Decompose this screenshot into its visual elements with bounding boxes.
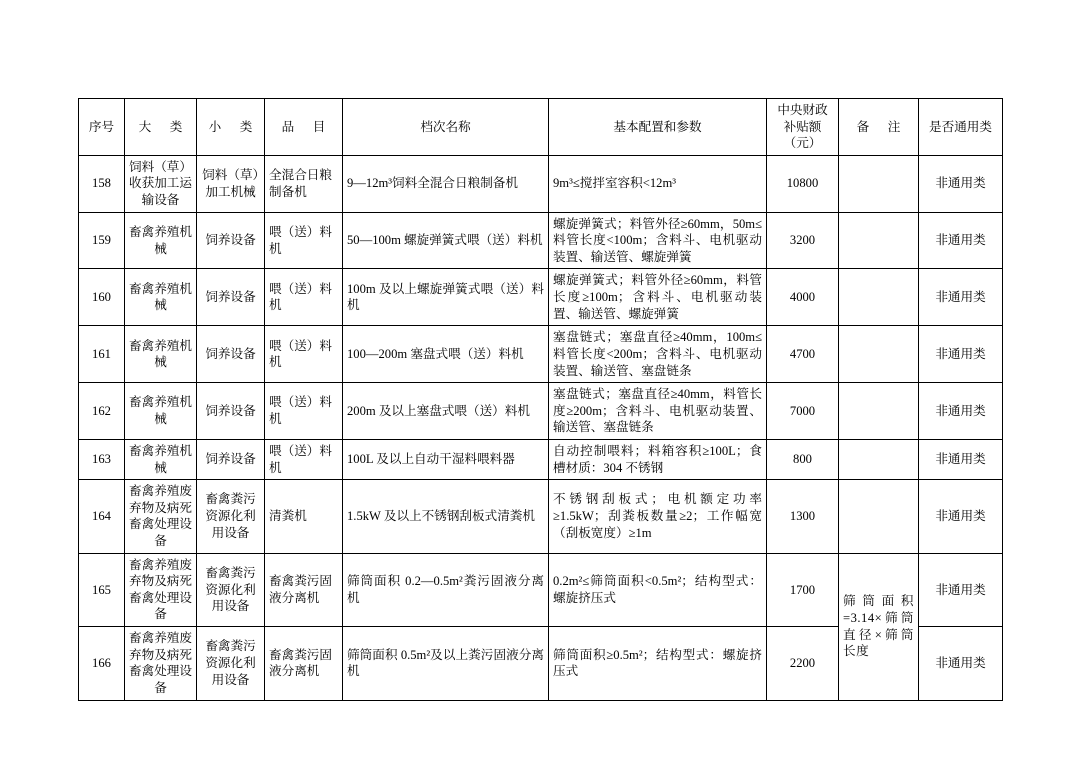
cell-grade-name: 100m 及以上螺旋弹簧式喂（送）料机 — [343, 269, 549, 326]
cell-subsidy-amount: 1300 — [767, 480, 839, 553]
table-row — [79, 212, 1003, 269]
cell-item: 畜禽粪污固液分离机 — [265, 553, 343, 626]
cell-small-category: 畜禽粪污资源化利用设备 — [197, 480, 265, 553]
cell-config-params: 0.2m²≤筛筒面积<0.5m²；结构型式：螺旋挤压式 — [549, 553, 767, 626]
cell-remark — [839, 155, 919, 212]
cell-remark — [839, 212, 919, 269]
cell-grade-name: 50—100m 螺旋弹簧式喂（送）料机 — [343, 212, 549, 269]
cell-big-category: 畜禽养殖机械 — [125, 439, 197, 479]
cell-config-params: 螺旋弹簧式；料管外径≥60mm，料管长度≥100m；含料斗、电机驱动装置、输送管、螺旋弹簧 — [549, 269, 767, 326]
table-row — [79, 383, 1003, 440]
cell-subsidy-amount: 4000 — [767, 269, 839, 326]
cell-small-category: 饲养设备 — [197, 212, 265, 269]
table-header — [79, 99, 1003, 156]
header-subsidy-amount-line3: （元） — [783, 136, 822, 151]
cell-config-params: 塞盘链式；塞盘直径≥40mm，料管长度≥200m；含料斗、电机驱动装置、输送管、塞盘链条 — [549, 383, 767, 440]
cell-is-general: 非通用类 — [919, 553, 1003, 626]
header-subsidy-amount-line2: 补贴额 — [783, 119, 822, 134]
table-header-row — [79, 99, 1003, 156]
cell-item: 全混合日粮制备机 — [265, 155, 343, 212]
cell-is-general: 非通用类 — [919, 155, 1003, 212]
cell-config-params: 塞盘链式；塞盘直径≥40mm，100m≤料管长度<200m；含料斗、电机驱动装置、输送管、塞盘链条 — [549, 326, 767, 383]
cell-subsidy-amount: 2200 — [767, 627, 839, 700]
cell-grade-name: 100—200m 塞盘式喂（送）料机 — [343, 326, 549, 383]
cell-seq: 164 — [79, 480, 125, 553]
cell-seq: 158 — [79, 155, 125, 212]
cell-remark — [839, 383, 919, 440]
table-row — [79, 553, 1003, 626]
cell-big-category: 畜禽养殖废弃物及病死畜禽处理设备 — [125, 480, 197, 553]
cell-small-category: 饲养设备 — [197, 439, 265, 479]
cell-item: 畜禽粪污固液分离机 — [265, 627, 343, 700]
header-grade-name: 档次名称 — [343, 99, 549, 156]
table-body — [79, 155, 1003, 700]
table-row — [79, 155, 1003, 212]
cell-subsidy-amount: 3200 — [767, 212, 839, 269]
header-subsidy-amount — [767, 99, 839, 156]
cell-config-params: 筛筒面积≥0.5m²；结构型式：螺旋挤压式 — [549, 627, 767, 700]
cell-grade-name: 筛筒面积 0.2—0.5m²粪污固液分离机 — [343, 553, 549, 626]
cell-subsidy-amount: 7000 — [767, 383, 839, 440]
cell-seq: 166 — [79, 627, 125, 700]
table-row — [79, 269, 1003, 326]
table-row — [79, 439, 1003, 479]
cell-is-general: 非通用类 — [919, 439, 1003, 479]
cell-seq: 160 — [79, 269, 125, 326]
cell-small-category: 饲养设备 — [197, 383, 265, 440]
cell-subsidy-amount: 800 — [767, 439, 839, 479]
cell-big-category: 畜禽养殖废弃物及病死畜禽处理设备 — [125, 553, 197, 626]
cell-item: 清粪机 — [265, 480, 343, 553]
cell-seq: 159 — [79, 212, 125, 269]
cell-small-category: 畜禽粪污资源化利用设备 — [197, 627, 265, 700]
cell-subsidy-amount: 1700 — [767, 553, 839, 626]
cell-seq: 162 — [79, 383, 125, 440]
cell-grade-name: 9—12m³饲料全混合日粮制备机 — [343, 155, 549, 212]
cell-subsidy-amount: 10800 — [767, 155, 839, 212]
subsidy-table-container — [78, 98, 1002, 701]
cell-subsidy-amount: 4700 — [767, 326, 839, 383]
table-row — [79, 326, 1003, 383]
cell-remark — [839, 269, 919, 326]
cell-remark: 筛筒面积=3.14×筛筒直径×筛筒长度 — [839, 553, 919, 700]
header-big-category: 大 类 — [125, 99, 197, 156]
header-config-params: 基本配置和参数 — [549, 99, 767, 156]
cell-remark — [839, 326, 919, 383]
table-row — [79, 480, 1003, 553]
cell-is-general: 非通用类 — [919, 212, 1003, 269]
cell-big-category: 畜禽养殖机械 — [125, 326, 197, 383]
cell-config-params: 自动控制喂料；料箱容积≥100L；食槽材质：304 不锈钢 — [549, 439, 767, 479]
cell-grade-name: 200m 及以上塞盘式喂（送）料机 — [343, 383, 549, 440]
cell-item: 喂（送）料机 — [265, 383, 343, 440]
cell-remark — [839, 480, 919, 553]
cell-big-category: 畜禽养殖废弃物及病死畜禽处理设备 — [125, 627, 197, 700]
cell-is-general: 非通用类 — [919, 269, 1003, 326]
cell-small-category: 畜禽粪污资源化利用设备 — [197, 553, 265, 626]
cell-big-category: 饲料（草）收获加工运输设备 — [125, 155, 197, 212]
cell-seq: 163 — [79, 439, 125, 479]
cell-item: 喂（送）料机 — [265, 439, 343, 479]
cell-item: 喂（送）料机 — [265, 326, 343, 383]
cell-small-category: 饲养设备 — [197, 326, 265, 383]
cell-config-params: 螺旋弹簧式；料管外径≥60mm，50m≤料管长度<100m；含料斗、电机驱动装置、输送管、螺旋弹簧 — [549, 212, 767, 269]
cell-grade-name: 筛筒面积 0.5m²及以上粪污固液分离机 — [343, 627, 549, 700]
cell-grade-name: 100L 及以上自动干湿料喂料器 — [343, 439, 549, 479]
cell-big-category: 畜禽养殖机械 — [125, 269, 197, 326]
header-subsidy-amount-line1: 中央财政 — [777, 103, 828, 117]
cell-is-general: 非通用类 — [919, 480, 1003, 553]
cell-small-category: 饲料（草）加工机械 — [197, 155, 265, 212]
header-is-general: 是否通用类 — [919, 99, 1003, 156]
header-small-category: 小 类 — [197, 99, 265, 156]
cell-big-category: 畜禽养殖机械 — [125, 212, 197, 269]
cell-seq: 161 — [79, 326, 125, 383]
cell-small-category: 饲养设备 — [197, 269, 265, 326]
cell-remark — [839, 439, 919, 479]
cell-item: 喂（送）料机 — [265, 269, 343, 326]
cell-config-params: 9m³≤搅拌室容积<12m³ — [549, 155, 767, 212]
cell-big-category: 畜禽养殖机械 — [125, 383, 197, 440]
cell-is-general: 非通用类 — [919, 627, 1003, 700]
header-remark: 备 注 — [839, 99, 919, 156]
header-item: 品 目 — [265, 99, 343, 156]
cell-is-general: 非通用类 — [919, 326, 1003, 383]
subsidy-table — [78, 98, 1003, 701]
cell-item: 喂（送）料机 — [265, 212, 343, 269]
cell-is-general: 非通用类 — [919, 383, 1003, 440]
header-seq: 序号 — [79, 99, 125, 156]
cell-config-params: 不锈钢刮板式；电机额定功率≥1.5kW；刮粪板数量≥2；工作幅宽（刮板宽度）≥1m — [549, 480, 767, 553]
cell-seq: 165 — [79, 553, 125, 626]
cell-grade-name: 1.5kW 及以上不锈钢刮板式清粪机 — [343, 480, 549, 553]
